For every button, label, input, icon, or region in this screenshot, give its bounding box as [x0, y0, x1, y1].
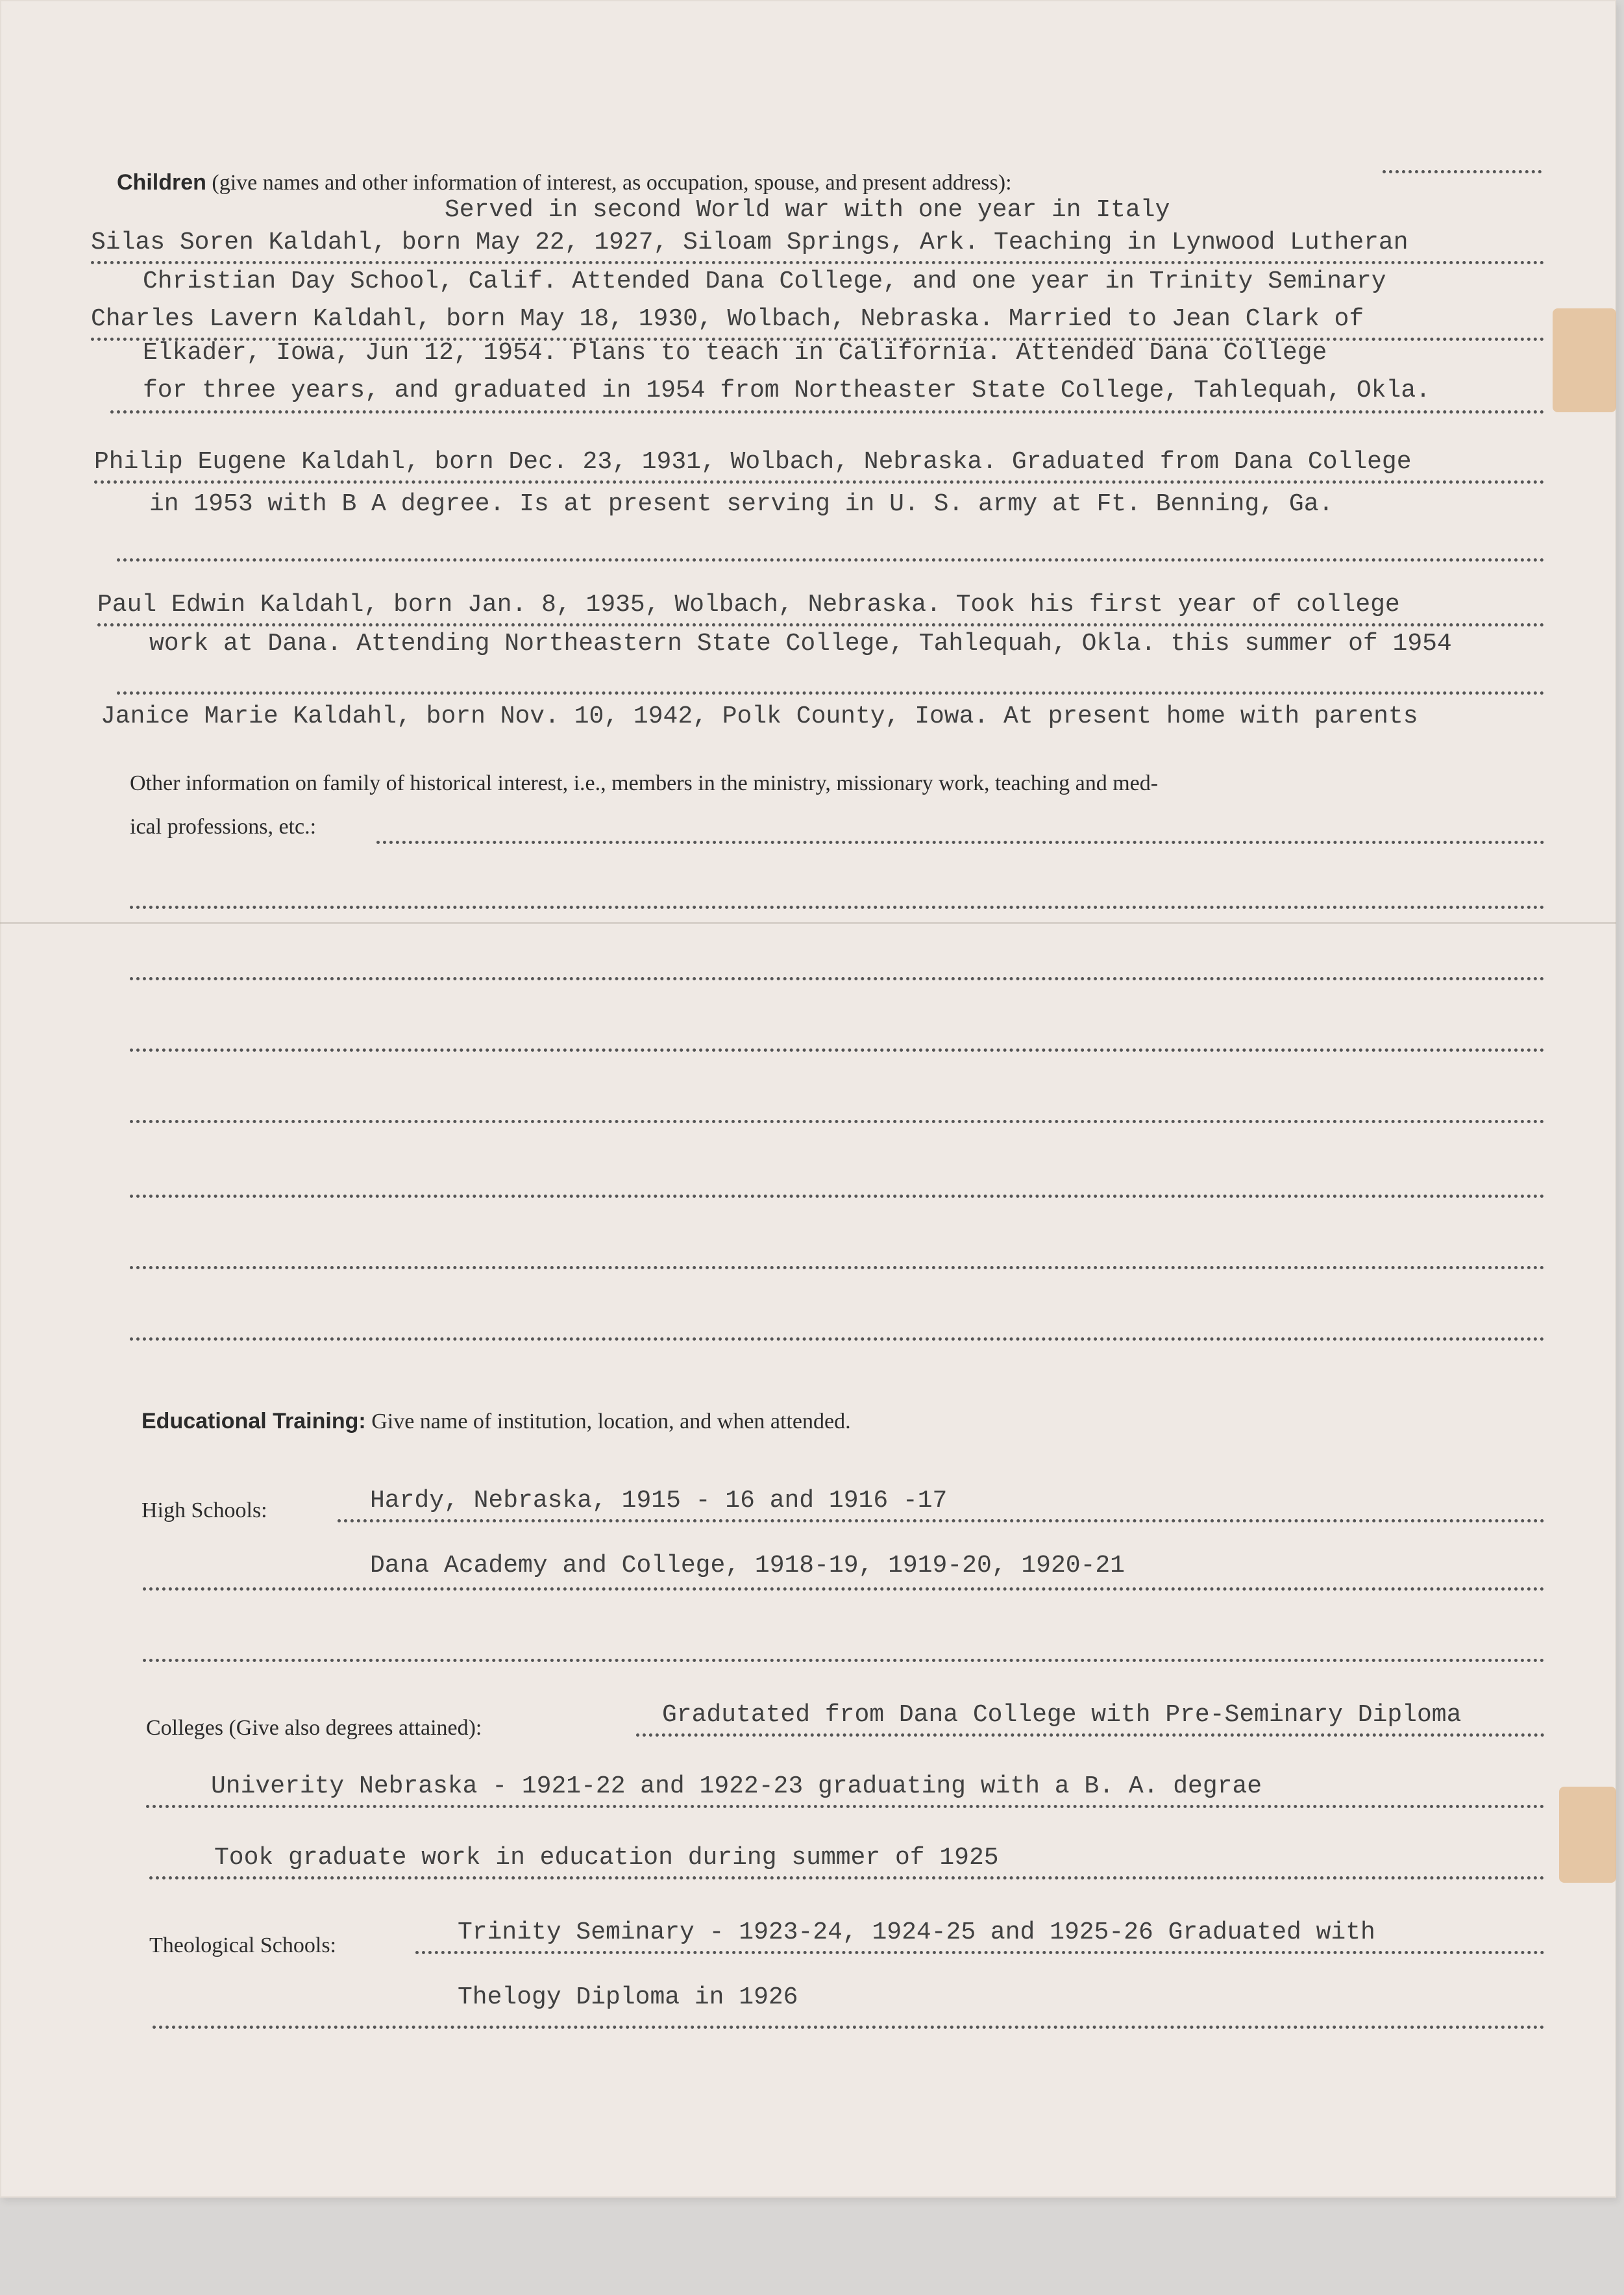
high-schools-label: High Schools:	[141, 1498, 267, 1522]
philip-line-1: Philip Eugene Kaldahl, born Dec. 23, 1931, Wolbach, Nebraska. Graduated from Dana College	[94, 448, 1412, 476]
dotted-line	[97, 623, 1545, 626]
dotted-line	[376, 841, 1545, 844]
colleges-line-3: Took graduate work in education during summer of 1925	[214, 1844, 999, 1872]
dotted-line	[338, 1519, 1545, 1522]
dotted-line	[143, 1659, 1545, 1662]
silas-line-2: Christian Day School, Calif. Attended Dana College, and one year in Trinity Seminary	[143, 267, 1386, 295]
page-fold-crease	[0, 922, 1616, 924]
dotted-line	[91, 261, 1545, 264]
dotted-line	[94, 480, 1545, 484]
dotted-line	[130, 1337, 1545, 1341]
other-info-line-1: Other information on family of historical interest, i.e., members in the ministry, missionary work, teaching and med-	[130, 771, 1159, 795]
high-schools-line-1: Hardy, Nebraska, 1915 - 16 and 1916 -17	[370, 1487, 948, 1515]
charles-line-1: Charles Lavern Kaldahl, born May 18, 1930, Wolbach, Nebraska. Married to Jean Clark of	[91, 305, 1364, 333]
silas-line-1: Silas Soren Kaldahl, born May 22, 1927, Siloam Springs, Ark. Teaching in Lynwood Lutheran	[91, 229, 1409, 256]
dotted-line	[1383, 170, 1542, 173]
dotted-line	[130, 1120, 1545, 1123]
dotted-line	[149, 1876, 1545, 1879]
children-instruction: (give names and other information of interest, as occupation, spouse, and present address):	[212, 171, 1012, 195]
dotted-line	[130, 977, 1545, 980]
high-schools-line-2: Dana Academy and College, 1918-19, 1919-20, 1920-21	[370, 1552, 1125, 1580]
dotted-line	[143, 1587, 1545, 1591]
janice-line-1: Janice Marie Kaldahl, born Nov. 10, 1942, Polk County, Iowa. At present home with parents	[101, 702, 1418, 730]
colleges-line-2: Univerity Nebraska - 1921-22 and 1922-23 graduating with a B. A. degrae	[211, 1772, 1262, 1800]
dotted-line	[130, 1048, 1545, 1052]
dotted-line	[153, 2026, 1545, 2029]
dotted-line	[117, 691, 1545, 695]
philip-line-2: in 1953 with B A degree. Is at present serving in U. S. army at Ft. Benning, Ga.	[149, 490, 1334, 518]
other-info-line-2: ical professions, etc.:	[130, 815, 317, 839]
colleges-line-1: Gradutated from Dana College with Pre-Seminary Diploma	[662, 1701, 1462, 1729]
paul-line-2: work at Dana. Attending Northeastern State College, Tahlequah, Okla. this summer of 1954	[149, 630, 1452, 658]
dotted-line	[636, 1733, 1545, 1737]
education-instruction: Give name of institution, location, and when attended.	[371, 1409, 851, 1433]
theological-line-1: Trinity Seminary - 1923-24, 1924-25 and 1925-26 Graduated with	[458, 1918, 1375, 1946]
paper-stain	[1553, 308, 1616, 412]
dotted-line	[110, 410, 1545, 414]
colleges-label: Colleges (Give also degrees attained):	[146, 1716, 482, 1740]
dotted-line	[415, 1951, 1545, 1954]
charles-line-3: for three years, and graduated in 1954 from Northeaster State College, Tahlequah, Okla.	[143, 377, 1431, 404]
dotted-line	[146, 1805, 1545, 1808]
theological-label: Theological Schools:	[149, 1933, 337, 1957]
paper-stain	[1559, 1787, 1616, 1883]
dotted-line	[130, 906, 1545, 909]
children-heading: Children	[117, 170, 206, 195]
dotted-line	[130, 1266, 1545, 1269]
education-heading-line	[141, 1409, 851, 1434]
education-heading: Educational Training:	[141, 1409, 366, 1433]
dotted-line	[130, 1195, 1545, 1198]
children-heading-line	[117, 170, 1012, 195]
charles-line-2: Elkader, Iowa, Jun 12, 1954. Plans to teach in California. Attended Dana College	[143, 339, 1327, 367]
dotted-line	[117, 558, 1545, 562]
silas-note: Served in second World war with one year in Italy	[445, 196, 1170, 224]
theological-line-2: Thelogy Diploma in 1926	[458, 1983, 798, 2011]
paul-line-1: Paul Edwin Kaldahl, born Jan. 8, 1935, Wolbach, Nebraska. Took his first year of college	[97, 591, 1400, 619]
